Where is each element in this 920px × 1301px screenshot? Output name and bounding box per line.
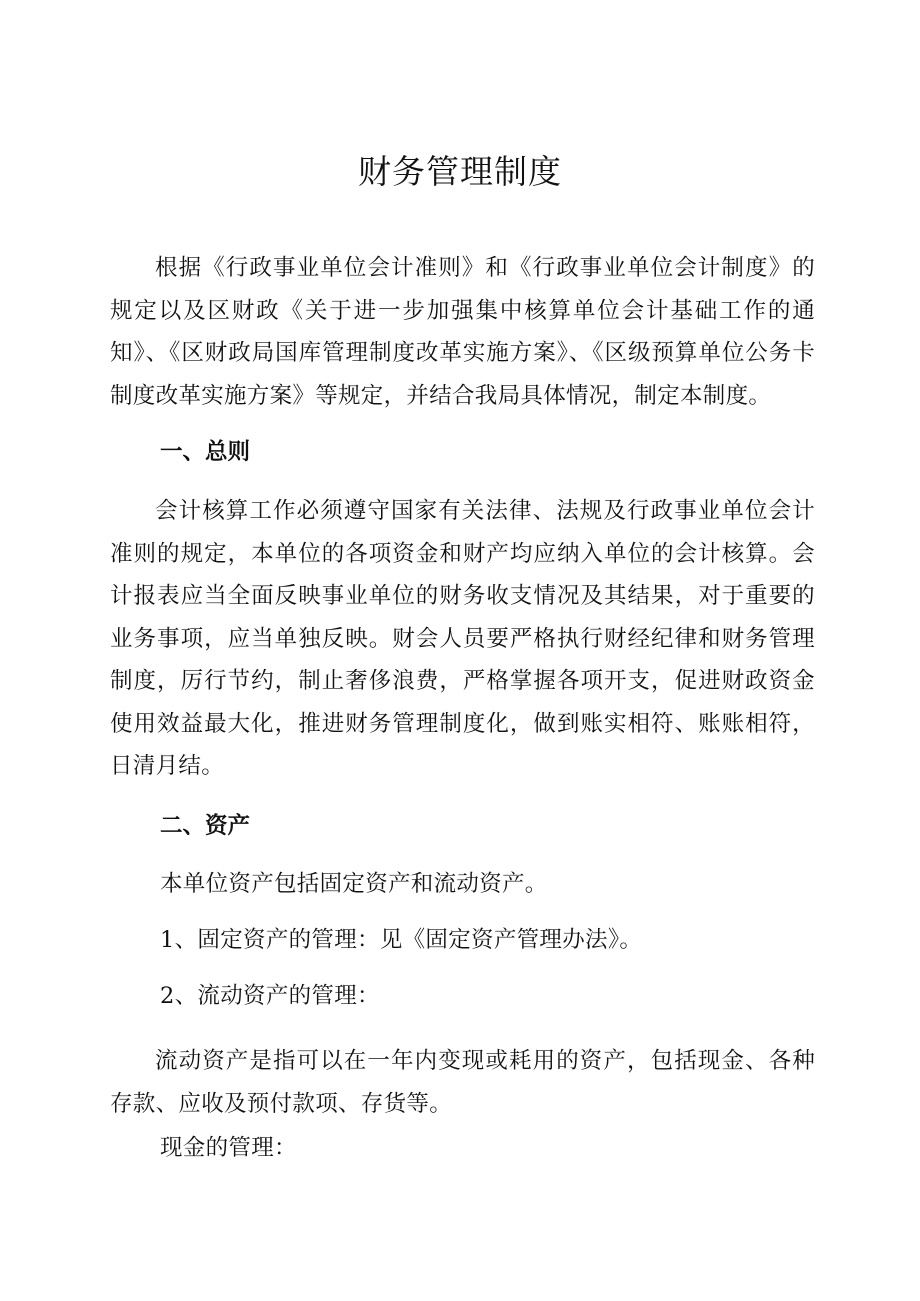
general-paragraph: 会计核算工作必须遵守国家有关法律、法规及行政事业单位会计准则的规定，本单位的各项资金和财产均应纳入单位的会计核算。会计报表应当全面反映事业单位的财务收支情况及其结果，对于重要的业务事项，应当单独反映。财会人员要严格执行财经纪律和财务管理制度，厉行节约，制止奢侈浪费，严格掌握各项开支，促进财政资金使用效益最大化，推进财务管理制度化，做到账实相符、账账相符，日清月结。 (110, 498, 815, 779)
intro-paragraph: 根据《行政事业单位会计准则》和《行政事业单位会计制度》的规定以及区财政《关于进一步加强集中核算单位会计基础工作的通知》、《区财政局国库管理制度改革实施方案》、《区级预算单位公务卡制度改革实施方案》等规定，并结合我局具体情况，制定本制度。 (110, 255, 815, 409)
cash-management-line: 现金的管理： (160, 1135, 297, 1161)
section-heading-assets: 二、资产 (160, 813, 251, 839)
current-assets-item: 2、流动资产的管理： (160, 983, 380, 1009)
current-assets-definition: 流动资产是指可以在一年内变现或耗用的资产，包括现金、各种存款、应收及预付款项、存货等。 (110, 1048, 815, 1117)
document-title: 财务管理制度 (358, 152, 562, 191)
fixed-assets-item: 1、固定资产的管理：见《固定资产管理办法》。 (160, 927, 643, 953)
assets-intro-line: 本单位资产包括固定资产和流动资产。 (160, 871, 548, 897)
section-heading-general: 一、总则 (160, 439, 251, 465)
